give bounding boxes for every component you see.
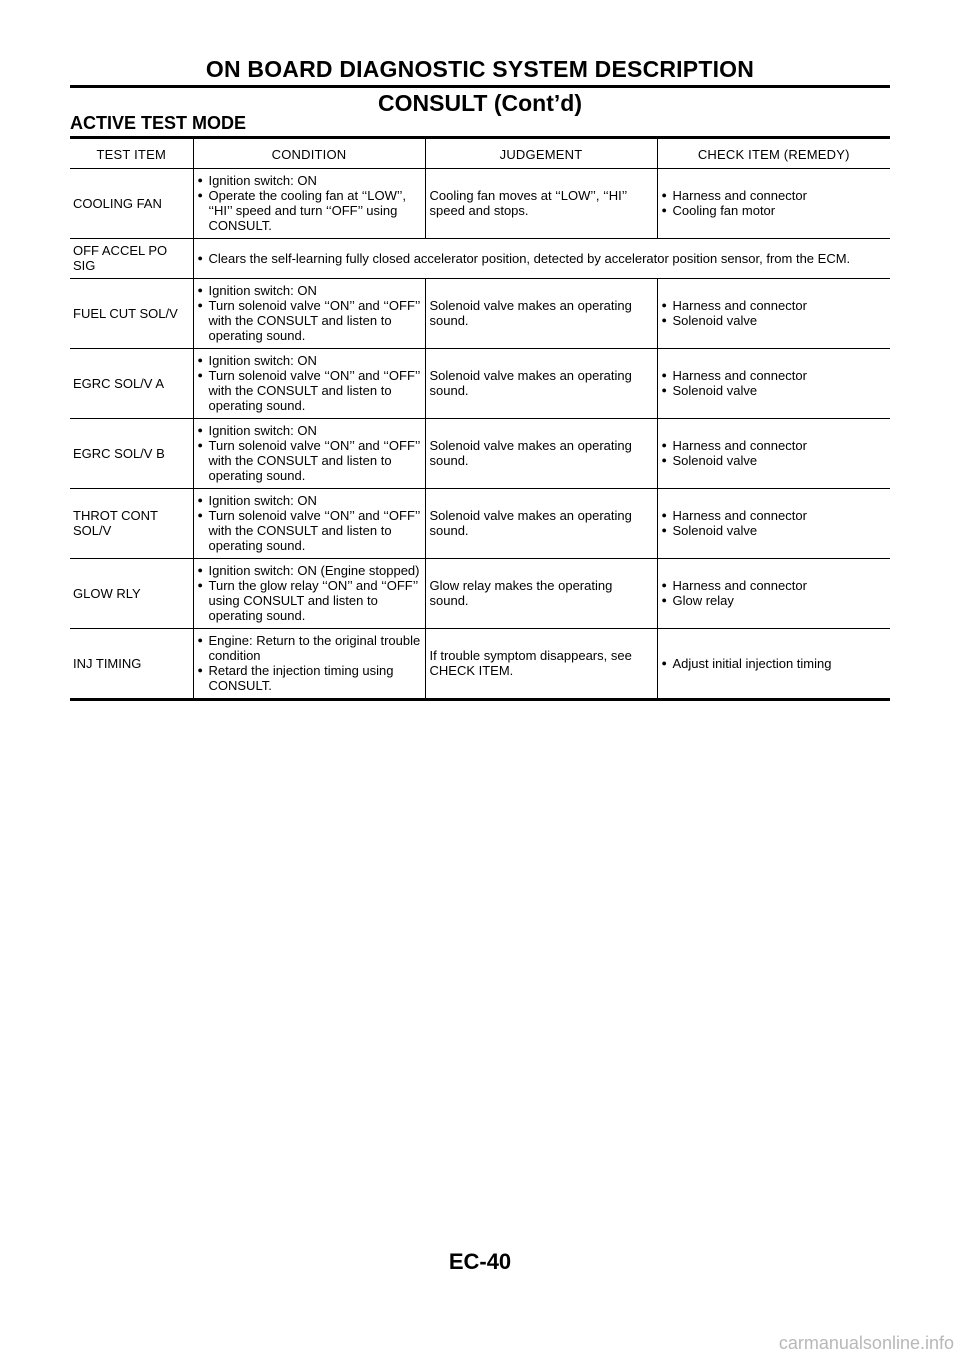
judgement-cell: Glow relay makes the operating sound. [425,559,657,629]
test-item-cell: OFF ACCEL PO SIG [73,243,168,273]
condition-bullet: ● Turn solenoid valve ‘‘ON’’ and ‘‘OFF’’ with the CONSULT and listen to operating sound. [198,368,421,413]
check-item-bullet: ● Solenoid valve [662,523,887,538]
check-item-bullet: ● Glow relay [662,593,887,608]
page-number: EC-40 [448,1249,512,1274]
check-item-cell [657,279,890,349]
section-title: ACTIVE TEST MODE [70,113,247,133]
condition-bullet: ● Clears the self-learning fully closed accelerator position, detected by accelerator position sensor, from the ECM. [198,251,887,266]
check-item-bullet: ● Cooling fan motor [662,203,887,218]
column-header-check-item: CHECK ITEM (REMEDY) [657,138,890,169]
table-header-row [70,138,890,169]
judgement-cell: Solenoid valve makes an operating sound. [425,419,657,489]
check-item-bullet: ● Solenoid valve [662,453,887,468]
active-test-table [70,136,890,701]
test-item-cell: EGRC SOL/V A [73,375,165,391]
check-item-bullet: ● Harness and connector [662,188,887,203]
judgement-cell: Solenoid valve makes an operating sound. [425,349,657,419]
page-header-title: ON BOARD DIAGNOSTIC SYSTEM DESCRIPTION [205,56,755,82]
condition-bullet: ● Ignition switch: ON [198,493,421,508]
check-item-cell [657,169,890,239]
table-row [70,169,890,239]
condition-bullet: ● Ignition switch: ON [198,283,421,298]
test-item-cell: COOLING FAN [73,195,162,211]
condition-bullet: ● Ignition switch: ON (Engine stopped) [198,563,421,578]
test-item-cell: GLOW RLY [73,585,141,601]
column-header-test-item: TEST ITEM [96,147,166,162]
condition-cell [193,559,425,629]
condition-bullet: ● Turn the glow relay ‘‘ON’’ and ‘‘OFF’’ using CONSULT and listen to operating sound. [198,578,421,623]
test-item-cell: EGRC SOL/V B [73,445,165,461]
condition-bullet: ● Ignition switch: ON [198,423,421,438]
check-item-cell [657,559,890,629]
condition-bullet: ● Engine: Return to the original trouble condition [198,633,421,663]
judgement-cell: If trouble symptom disappears, see CHECK ITEM. [425,629,657,700]
condition-bullet: ● Turn solenoid valve ‘‘ON’’ and ‘‘OFF’’ with the CONSULT and listen to operating sound. [198,438,421,483]
test-item-cell: INJ TIMING [73,655,142,671]
condition-cell [193,349,425,419]
page-header-subtitle: CONSULT (Cont’d) [378,90,582,116]
table-row [70,489,890,559]
condition-cell [193,489,425,559]
condition-bullet: ● Turn solenoid valve ‘‘ON’’ and ‘‘OFF’’ with the CONSULT and listen to operating sound. [198,298,421,343]
header-divider [70,85,890,88]
column-header-judgement: JUDGEMENT [425,138,657,169]
check-item-bullet: ● Harness and connector [662,508,887,523]
table-row [70,239,890,279]
judgement-cell: Cooling fan moves at ‘‘LOW’’, ‘‘HI’’ speed and stops. [425,169,657,239]
check-item-cell [657,489,890,559]
condition-bullet: ● Ignition switch: ON [198,353,421,368]
check-item-cell [657,629,890,700]
condition-cell [193,629,425,700]
column-header-condition: CONDITION [193,138,425,169]
condition-bullet: ● Turn solenoid valve ‘‘ON’’ and ‘‘OFF’’ with the CONSULT and listen to operating sound. [198,508,421,553]
condition-spanning-cell [193,239,890,279]
table-row [70,629,890,700]
judgement-cell: Solenoid valve makes an operating sound. [425,279,657,349]
check-item-bullet: ● Solenoid valve [662,383,887,398]
judgement-cell: Solenoid valve makes an operating sound. [425,489,657,559]
table-row [70,279,890,349]
check-item-cell [657,349,890,419]
condition-bullet: ● Ignition switch: ON [198,173,421,188]
condition-bullet: ● Operate the cooling fan at ‘‘LOW’’, ‘‘HI’’ speed and turn ‘‘OFF’’ using CONSULT. [198,188,421,233]
active-test-table-container [70,136,890,701]
condition-cell [193,419,425,489]
check-item-bullet: ● Harness and connector [662,438,887,453]
check-item-bullet: ● Adjust initial injection timing [662,656,887,671]
page-header [70,56,890,116]
condition-bullet: ● Retard the injection timing using CONSULT. [198,663,421,693]
check-item-bullet: ● Solenoid valve [662,313,887,328]
test-item-cell: THROT CONT SOL/V [73,508,158,538]
check-item-bullet: ● Harness and connector [662,368,887,383]
condition-cell [193,279,425,349]
test-item-cell: FUEL CUT SOL/V [73,305,178,321]
condition-cell [193,169,425,239]
check-item-cell [657,419,890,489]
table-row [70,559,890,629]
check-item-bullet: ● Harness and connector [662,578,887,593]
check-item-bullet: ● Harness and connector [662,298,887,313]
table-row [70,349,890,419]
table-row [70,419,890,489]
watermark-text: carmanualsonline.info [778,1333,954,1353]
